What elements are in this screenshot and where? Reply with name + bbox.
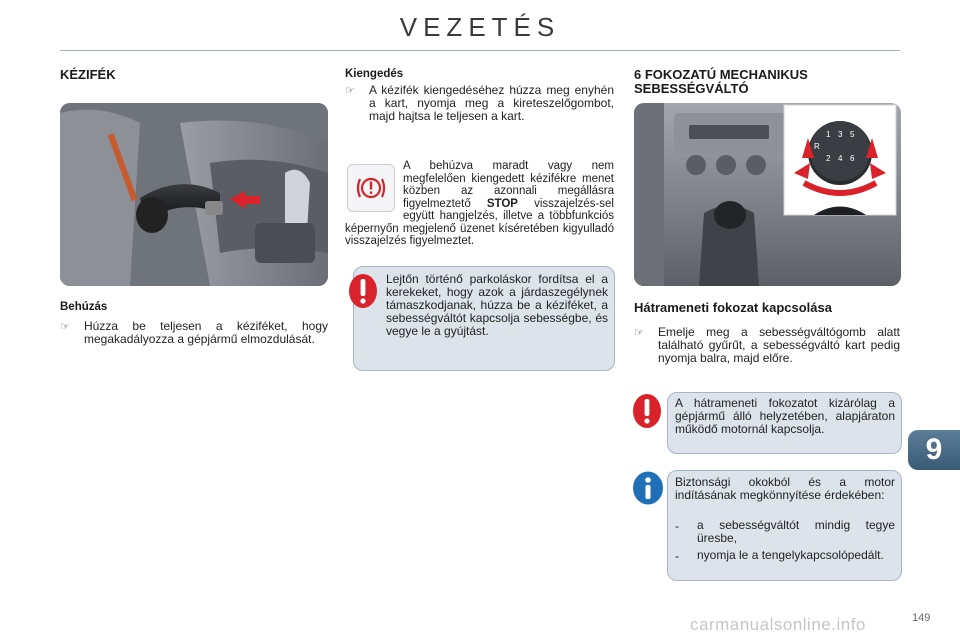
gearbox-title: 6 FOKOZATÚ MECHANIKUS SEBESSÉGVÁLTÓ <box>634 67 808 96</box>
exclamation-icon <box>348 273 378 309</box>
list-item: - a sebességváltót mindig tegye üresbe, <box>675 518 895 545</box>
reverse-instruction <box>634 326 900 365</box>
release-instruction <box>345 84 614 123</box>
gear-label: R <box>814 142 820 151</box>
pointing-hand-icon: ☞ <box>345 85 355 97</box>
apply-heading: Behúzás <box>60 301 108 313</box>
page-header-title: VEZETÉS <box>399 12 561 42</box>
brake-warning-text: A behúzva maradt vagy nem megfelelően kiengedett kézifékre menet közben az azonnali megállásra figyelmeztető STOP visszajelzés-sel együtt hangjelzés, illetve a többfunkciós képernyőn megjelenő üzenet kíséretében kigyulladó visszajelzés figyelmeztet. <box>345 160 614 247</box>
brake-warning-block <box>345 160 614 248</box>
pointing-hand-icon: ☞ <box>60 321 70 333</box>
handbrake-illustration <box>60 103 328 286</box>
reverse-warning-text: A hátrameneti fokozatot kizárólag a gépjármű álló helyzetében, alapjáraton működő motornál kapcsolja. <box>675 396 895 436</box>
gear-label: 6 <box>850 154 855 163</box>
brake-warning-icon <box>347 164 395 212</box>
reverse-warning-note <box>667 392 902 454</box>
apply-instruction <box>60 320 328 346</box>
gear-label: 2 <box>826 154 831 163</box>
list-item: - nyomja le a tengelykapcsolópedált. <box>675 548 884 563</box>
stop-label: STOP <box>486 197 518 210</box>
gear-label: 4 <box>838 154 843 163</box>
release-instruction-text: A kézifék kiengedéséhez húzza meg enyhén a kart, nyomja meg a kireteszelőgombot, majd hajtsa le teljesen a kart. <box>369 83 614 123</box>
page-number: 149 <box>912 612 931 624</box>
chapter-tab[interactable]: 9 <box>908 430 960 470</box>
gear-label: 5 <box>850 130 855 139</box>
handbrake-photo <box>60 103 328 286</box>
watermark: carmanualsonline.info <box>690 615 866 634</box>
parking-note <box>353 266 615 371</box>
info-icon <box>632 471 664 505</box>
gearbox-photo <box>634 103 901 286</box>
exclamation-icon <box>632 393 662 429</box>
handbrake-title: KÉZIFÉK <box>60 67 116 82</box>
reverse-heading: Hátrameneti fokozat kapcsolása <box>634 300 832 315</box>
safety-info-intro: Biztonsági okokból és a motor indításának megkönnyítése érdekében: <box>675 475 895 502</box>
gear-label: 3 <box>838 130 843 139</box>
safety-info-list <box>675 519 895 563</box>
gear-label: 1 <box>826 130 831 139</box>
pointing-hand-icon: ☞ <box>634 327 644 339</box>
safety-info-note <box>667 470 902 581</box>
apply-instruction-text: Húzza be teljesen a kéziféket, hogy megakadályozza a gépjármű elmozdulását. <box>84 319 328 346</box>
parking-note-text: Lejtőn történő parkoláskor fordítsa el a kerekeket, hogy azok a járdaszegélynek támaszkodjanak, húzza be a kéziféket, a sebességváltót kapcsolja sebességbe, és vegye le a gyújtást. <box>386 272 608 338</box>
release-heading: Kiengedés <box>345 68 404 80</box>
gearbox-illustration <box>634 103 901 286</box>
reverse-instruction-text: Emelje meg a sebességváltógomb alatt található gyűrűt, a sebességváltó kart pedig nyomja balra, majd előre. <box>658 325 900 365</box>
header-divider <box>60 50 900 51</box>
